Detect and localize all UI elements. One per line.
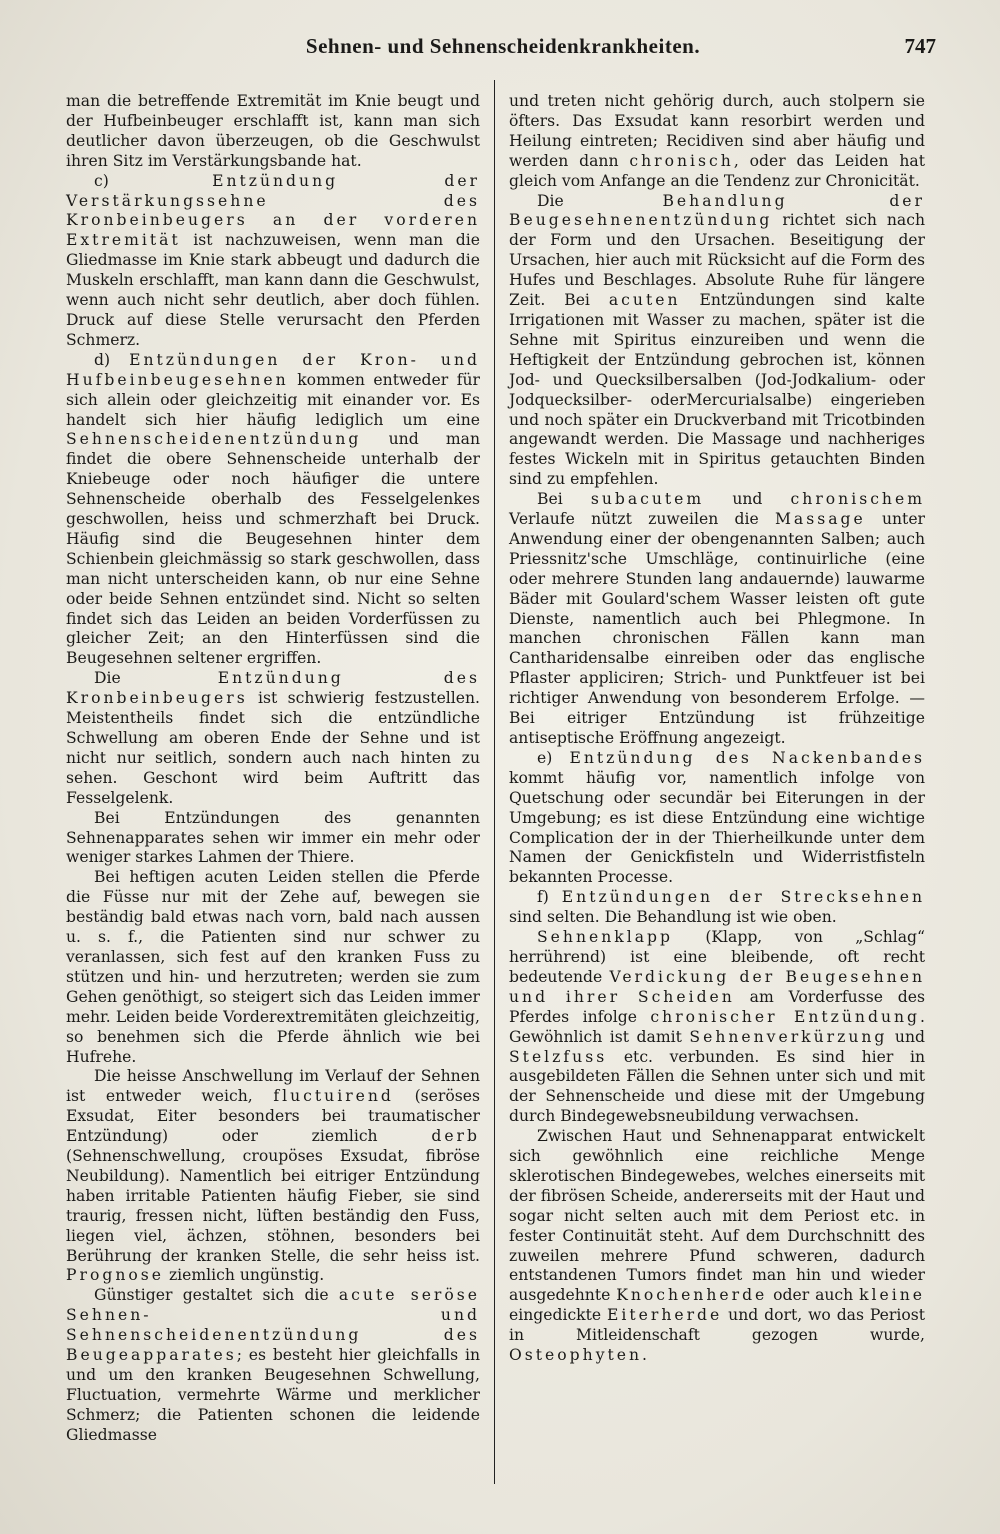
left-column [66, 92, 480, 1446]
paragraph [66, 669, 480, 808]
text-run: und [704, 490, 791, 509]
text-run: . [642, 1346, 648, 1365]
text-run: ist nachzuweisen, wenn man die Gliedmasse im Knie stark abbeugt und dadurch die Muskeln erschlafft, man kann dann die Geschwulst, wenn auch nicht sehr deutlich, aber doch fühlen. Druck auf diese Stelle verursacht den Pferden Schmerz. [66, 231, 480, 349]
column-divider [494, 80, 495, 1484]
spaced-term: Entzündung des Kronbeinbeugers [66, 669, 480, 708]
spaced-term: Stelzfuss [509, 1047, 608, 1066]
text-run: e) [537, 748, 570, 767]
spaced-term: chronischem [790, 490, 925, 509]
text-run: und dort, wo das Periost in Mitleidenschaft gezogen wurde, [509, 1306, 925, 1345]
text-run: . Gewöhnlich ist damit [509, 1007, 925, 1046]
spaced-term: Entzündungen der Strecksehnen [561, 888, 926, 907]
spaced-term: Sehnenscheidenentzündung [66, 430, 362, 449]
text-run: Verlaufe nützt zuweilen die [509, 510, 775, 529]
spaced-term: Eiterherde [607, 1306, 723, 1325]
text-run: Zwischen Haut und Sehnenapparat entwickelt sich gewöhnlich eine reichliche Menge sklerotischen Bindegewebes, welches einerseits mit der fibrösen Scheide, andererseits mit der Haut und sogar nicht selten auch mit dem Periost etc. in fester Continuität steht. Auf dem Durchschnitt des zuweilen mehrere Pfund schweren, dadurch entstandenen Tumors findet man hin und wieder ausgedehnte [509, 1127, 925, 1305]
spaced-term: Massage [774, 510, 866, 529]
paragraph [66, 172, 480, 351]
spaced-term: subacutem [590, 490, 705, 509]
text-run: Die heisse Anschwellung im Verlauf der Sehnen ist entweder weich, [66, 1067, 480, 1106]
spaced-term: Prognose [66, 1266, 164, 1285]
text-run: (seröses Exsudat, Eiter besonders bei traumatischer Entzündung) oder ziemlich [66, 1087, 480, 1146]
text-run: Günstiger gestaltet sich die [94, 1286, 339, 1305]
paragraph [66, 351, 480, 670]
text-run: , oder das Leiden hat gleich vom Anfange an die Tendenz zur Chronicität. [509, 151, 925, 190]
page-number: 747 [904, 34, 936, 58]
text-run: richtet sich nach der Form und den Ursachen. Beseitigung der Ursachen, hier auch mit Rücksicht auf die Form des Hufes und Beschlages. Absolute Ruhe für längere Zeit. Bei [509, 211, 925, 310]
text-run: ; es besteht hier gleichfalls in und um den kranken Beugesehnen Schwellung, Fluctuation, vermehrte Wärme und merklicher Schmerz; die Patienten schonen die leidende Gliedmasse [66, 1346, 480, 1444]
text-run: ist schwierig festzustellen. Meistentheils findet sich die entzündliche Schwellung am oberen Ende der Sehne und ist nicht nur seitlich, sondern auch nach hinten zu sehen. Geschont wird beim Auftritt das Fesselgelenk. [66, 689, 480, 807]
right-column [509, 92, 925, 1366]
text-run: kommt häufig vor, namentlich infolge von Quetschung oder secundär bei Eiterungen in der Umgebung; es ist diese Entzündung eine wichtige Complication der in der Thierheilkunde unter dem Namen der Genickfisteln und Widerristfisteln bekannten Processe. [509, 768, 925, 887]
paragraph: man die betreffende Extremität im Knie beugt und der Hufbeinbeuger erschlafft ist, kann man sich deutlicher davon überzeugen, ob die Geschwulst ihren Sitz im Verstärkungsbande hat. [66, 92, 480, 170]
text-run: Bei [537, 490, 591, 509]
paragraph: Bei heftigen acuten Leiden stellen die Pferde die Füsse nur mit der Zehe auf, bewegen sie beständig bald etwas nach vorn, bald nach aussen u. s. f., die Patienten sind nur schwer zu veranlassen, sich fest auf den kranken Fuss zu stützen und hin- und herzutreten; werden sie zum Gehen genöthigt, so steigert sich das Leiden immer mehr. Leiden beide Vorderextremitäten gleichzeitig, so benehmen sich die Pferde ähnlich wie bei Hufrehe. [66, 868, 480, 1066]
paragraph [509, 192, 925, 491]
spaced-term: Sehnenklapp [537, 928, 673, 947]
spaced-term: acuten [608, 291, 681, 310]
text-run: (Klapp, von „Schlag“ herrührend) ist eine bleibende, oft recht bedeutende [509, 928, 925, 986]
paragraph [66, 1067, 480, 1286]
paragraph [509, 92, 925, 192]
spaced-term: derb [431, 1127, 480, 1146]
text-run: Die [537, 191, 663, 210]
text-run: und treten nicht gehörig durch, auch stolpern sie öfters. Das Exsudat kann resorbirt werden und Heilung eintreten; Recidiven sind aber häufig und werden dann [509, 92, 925, 170]
text-run: Die [94, 669, 218, 688]
spaced-term: fluctuirend [273, 1087, 394, 1106]
paragraph [509, 888, 925, 928]
spaced-term: chronischer Entzündung [650, 1007, 921, 1026]
spaced-term: Knochenherde [616, 1286, 768, 1305]
text-run: (Sehnenschwellung, croupöses Exsudat, fibröse Neubildung). Namentlich bei eitriger Entzündung haben irritable Patienten häufig Fieber, sie sind traurig, fressen nicht, lüften beständig den Fuss, liegen viel, ächzen, stöhnen, besonders bei Berührung der kranken Stelle, die sehr heiss ist. [66, 1147, 480, 1265]
text-run: kommen entweder für sich allein oder gleichzeitig mit einander vor. Es handelt sich hier häufig lediglich um eine [66, 370, 480, 429]
spaced-term: Behandlung der Beugesehnenentzündung [509, 191, 925, 230]
text-run: Entzündungen sind kalte Irrigationen mit Wasser zu machen, später ist die Sehne mit Spiritus einzureiben und wenn die Heftigkeit der Entzündung gebrochen ist, können Jod- und Quecksilbersalben (Jod-Jodkalium- oder Jodquecksilber- oderMercurialsalbe) eingerieben und noch später ein Druckverband mit Tricotbinden angewandt werden. Die Massage und nachheriges festes Wickeln mit in Spiritus getauchten Binden sind zu empfehlen. [509, 291, 925, 489]
text-run: am Vorderfusse des Pferdes infolge [509, 987, 925, 1026]
text-run: ziemlich ungünstig. [163, 1266, 325, 1285]
text-run: eingedickte [509, 1306, 608, 1325]
spaced-term: Entzündung des Nackenbandes [569, 748, 925, 767]
paragraph [509, 490, 925, 749]
spaced-term: Osteophyten [509, 1346, 643, 1365]
spaced-term: acute seröse Sehnen- und Sehnenscheidenentzündung des Beugeapparates [66, 1286, 480, 1365]
text-run: unter Anwendung einer der obengenannten Salben; auch Priessnitz'sche Umschläge, continuirliche (eine oder mehrere Stunden lang andauernde) lauwarme Bäder mit Goulard'schem Wasser leisten oft gute Dienste, namentlich auch bei Phlegmone. In manchen chronischen Fällen kann man Cantharidensalbe einreiben oder das englische Pflaster appliciren; Strich- und Punktfeuer ist bei richtiger Anwendung von besonderem Erfolge. — Bei eitriger Entzündung ist frühzeitige antiseptische Eröffnung angezeigt. [509, 510, 925, 747]
spaced-term: Entzündung der Verstärkungssehne des Kronbeinbeugers an der vorderen Extremität [66, 171, 481, 250]
text-run: und [887, 1027, 925, 1046]
spaced-term: chronisch [629, 151, 734, 170]
page-header [70, 34, 936, 70]
paragraph [509, 1127, 925, 1366]
spaced-term: Verdickung der Beugesehnen und ihrer Scheiden [509, 967, 925, 1006]
paragraph [509, 749, 925, 888]
text-run: oder auch [767, 1286, 860, 1305]
text-run: etc. verbunden. Es sind hier in ausgebildeten Fällen die Sehnen unter sich und mit der Sehnenscheide und diese mit der Umgebung durch Bindegewebsneubildung verwachsen. [509, 1047, 925, 1126]
paragraph [509, 928, 925, 1127]
spaced-term: Entzündungen der Kron- und Hufbeinbeugesehnen [66, 350, 480, 389]
paragraph: Bei Entzündungen des genannten Sehnenapparates sehen wir immer ein mehr oder weniger starkes Lahmen der Thiere. [66, 808, 480, 867]
text-run: d) [94, 350, 130, 369]
running-title: Sehnen- und Sehnenscheidenkrankheiten. [305, 34, 701, 58]
text-run: f) [537, 888, 562, 907]
text-run: sind selten. Die Behandlung ist wie oben. [509, 908, 837, 927]
paragraph [66, 1286, 480, 1445]
spaced-term: kleine [859, 1286, 925, 1305]
spaced-term: Sehnenverkürzung [689, 1027, 888, 1046]
text-run: und man findet die obere Sehnenscheide unterhalb der Kniebeuge oder noch häufiger die untere Sehnenscheide oberhalb des Fesselgelenkes geschwollen, heiss und schmerzhaft bei Druck. Häufig sind die Beugesehnen hinter dem Schienbein gleichmässig so stark geschwollen, dass man nicht unterscheiden kann, ob nur eine Sehne oder beide Sehnen entzündet sind. Nicht so selten findet sich das Leiden an beiden Vorderfüssen zu gleicher Zeit; an den Hinterfüssen sind die Beugesehnen seltener ergriffen. [66, 430, 480, 668]
text-run: c) [94, 171, 213, 190]
